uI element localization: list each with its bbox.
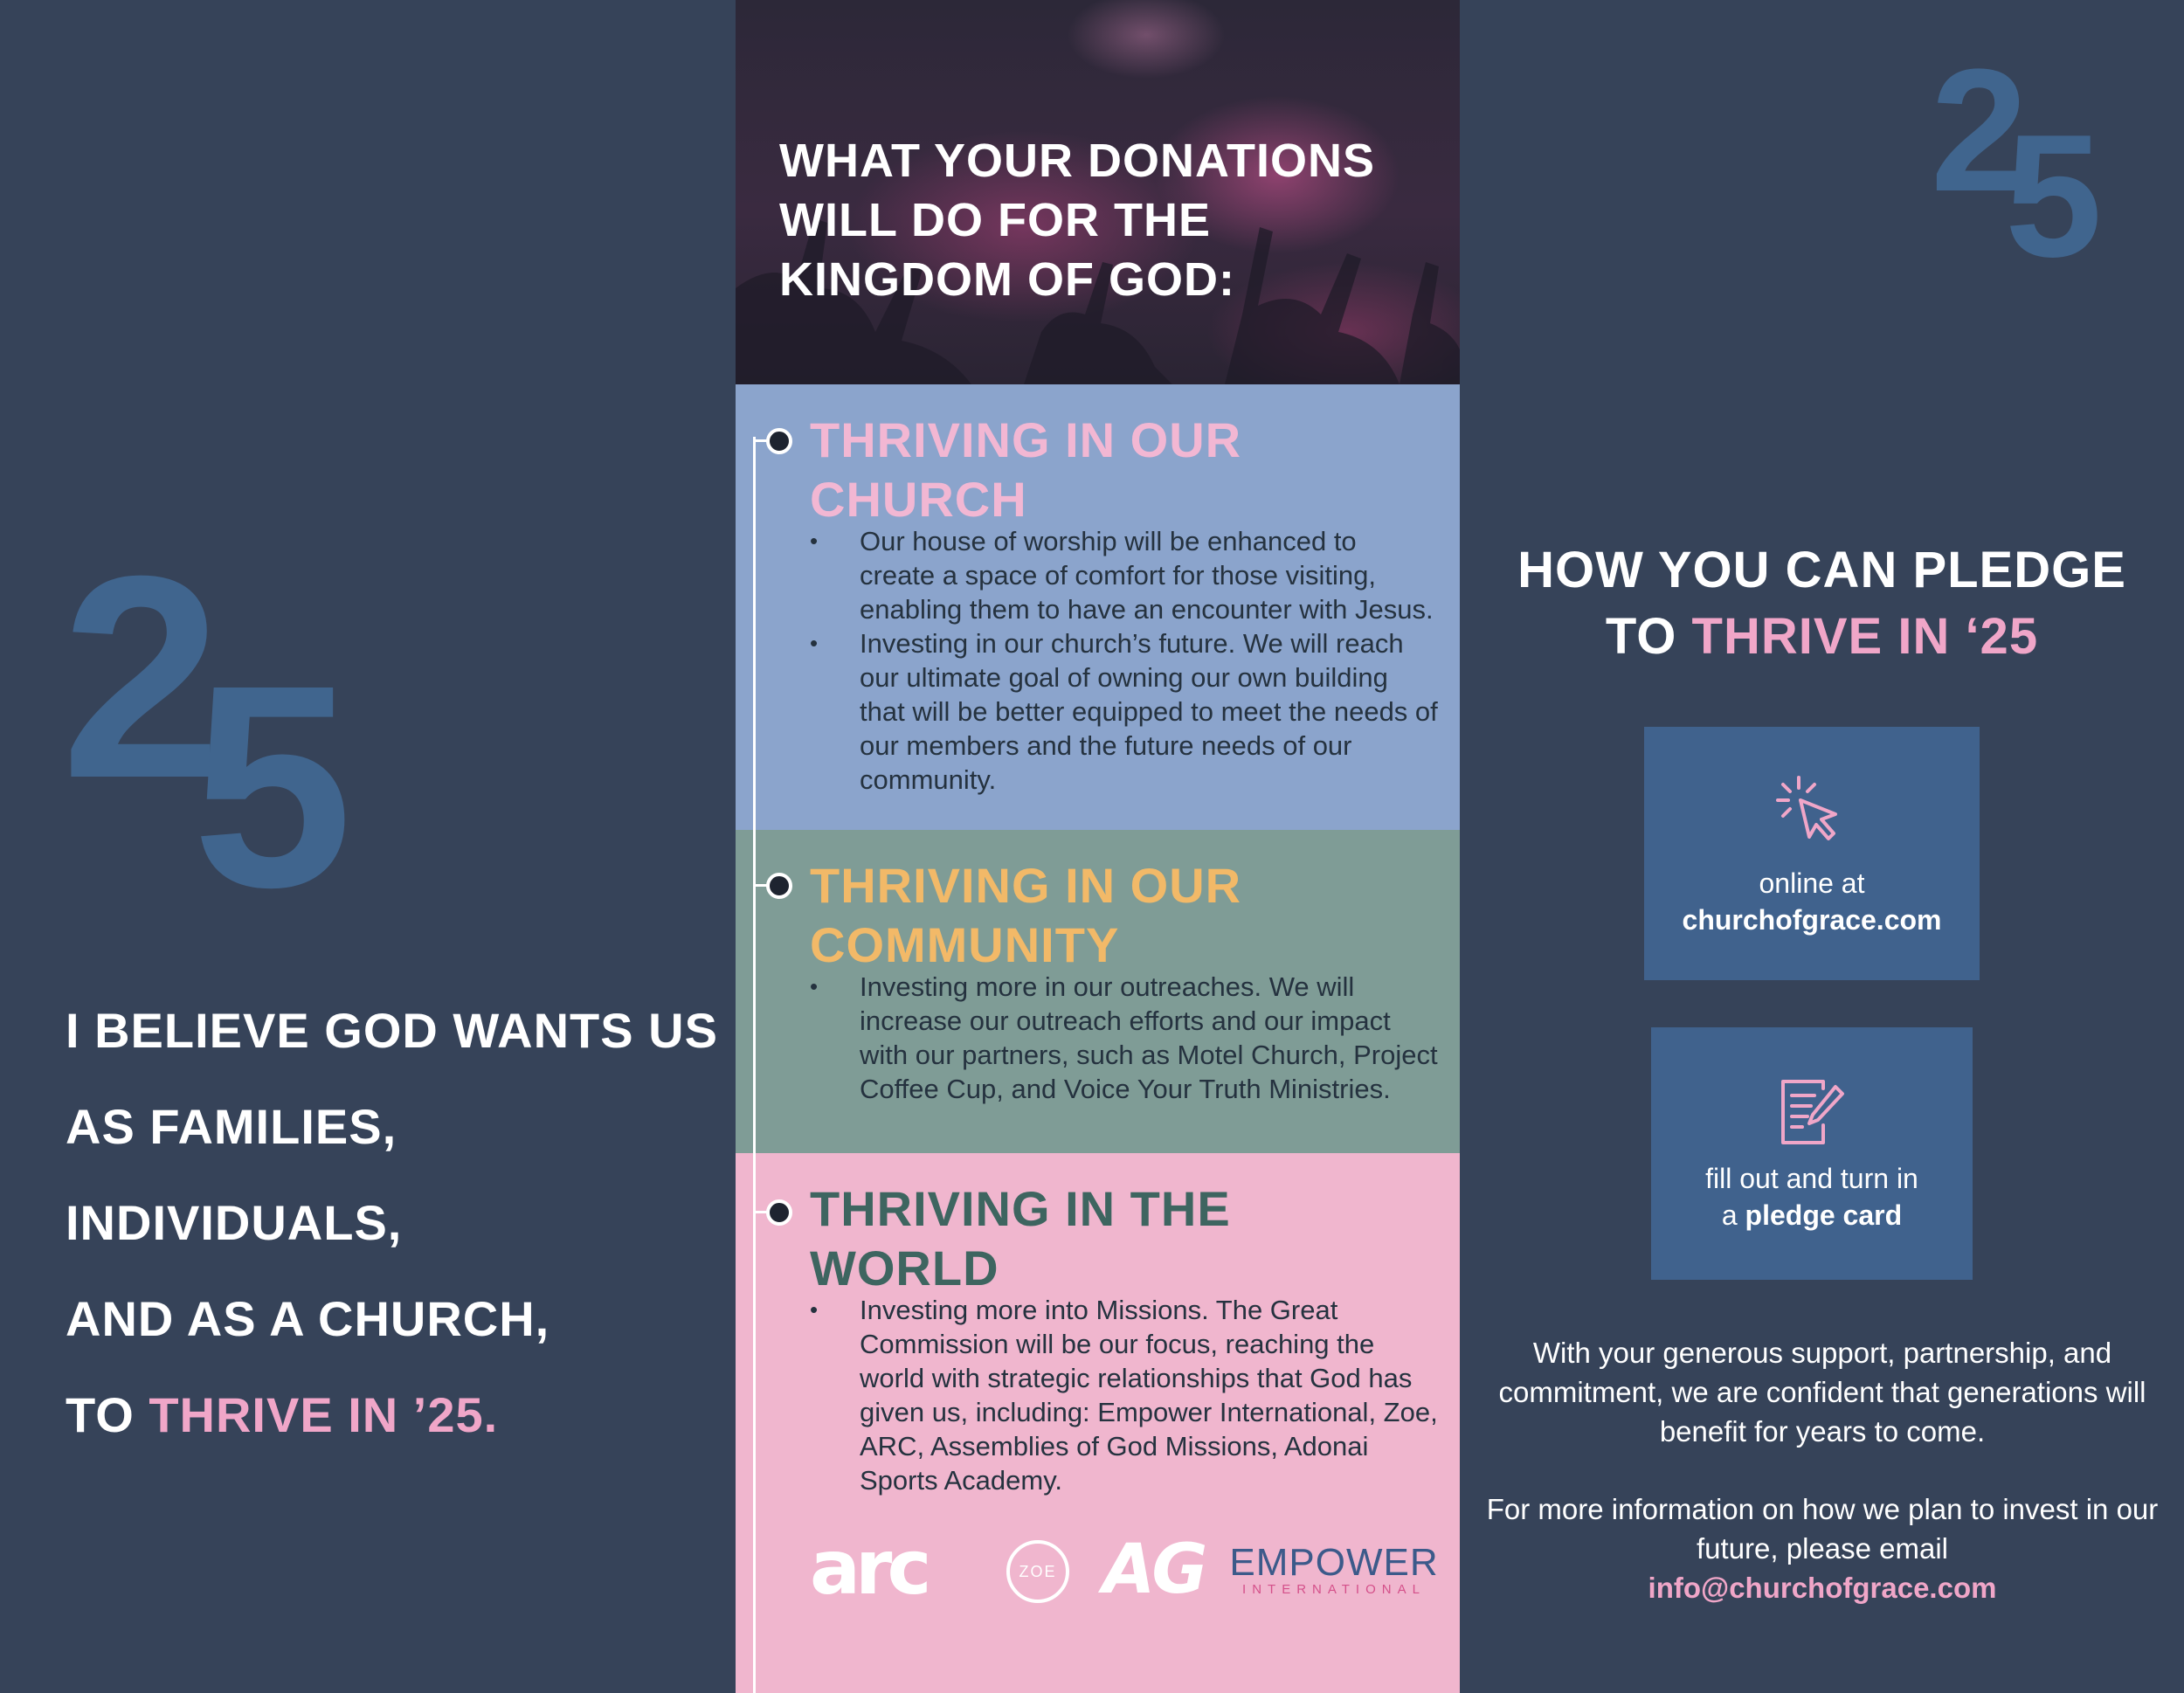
section-world: [736, 1153, 1460, 1693]
support-text: With your generous support, partnership, and commitment, we are confident that generations will benefit for years to come.: [1498, 1337, 2146, 1448]
logo-digit-5: 5: [2005, 99, 2103, 294]
pledge-card-bold: pledge card: [1745, 1199, 1903, 1231]
hero-title: WHAT YOUR DONATIONS WILL DO FOR THE KINGDOM OF GOD:: [779, 135, 1375, 306]
empower-logo-main: EMPOWER: [1229, 1541, 1439, 1584]
pledge-title: [1460, 537, 2184, 670]
timeline-node-church: [766, 428, 792, 454]
section-community: [736, 830, 1460, 1153]
timeline-node-world: [766, 1199, 792, 1226]
worship-hero-image: [736, 0, 1460, 384]
online-card-text: [1644, 865, 1980, 938]
section-community-bullets: [810, 970, 1439, 1106]
belief-statement: [66, 996, 718, 1476]
section-church-bullets: [810, 524, 1439, 797]
list-item: • Investing more into Missions. The Great Commission will be our focus, reaching the world with strategic relationships that God has given us, including: Empower International, Zoe, ARC, Assemblies of God Missions, Adonai Sports Academy.: [810, 1293, 1439, 1497]
timeline-line: [753, 437, 756, 1693]
section-world-bullets: [810, 1293, 1439, 1497]
list-item: • Investing in our church’s future. We will reach our ultimate goal of owning our own building that will be better equipped to meet the needs of our members and the future needs of our community.: [810, 626, 1439, 797]
pledge-card-line-1: fill out and turn in: [1705, 1163, 1918, 1194]
partner-logos: [810, 1524, 1439, 1612]
assemblies-of-god-logo: AG: [1102, 1531, 1205, 1609]
pledge-title-highlight: THRIVE IN ‘25: [1691, 608, 2039, 665]
empower-international-logo: [1229, 1541, 1439, 1598]
online-card-url[interactable]: churchofgrace.com: [1682, 904, 1942, 936]
section-community-title: THRIVING IN OUR COMMUNITY: [810, 858, 1242, 972]
info-text: [1486, 1489, 2159, 1607]
middle-panel: [736, 0, 1460, 1693]
empower-logo-sub: INTERNATIONAL: [1242, 1582, 1426, 1597]
statement-line-4: AND AS A CHURCH,: [66, 1291, 550, 1346]
list-item: • Investing more in our outreaches. We will increase our outreach efforts and our impact with our partners, such as Motel Church, Project Coffee Cup, and Voice Your Truth Ministries.: [810, 970, 1439, 1106]
pledge-card-text: [1651, 1160, 1973, 1233]
statement-line-3: INDIVIDUALS,: [66, 1195, 403, 1250]
section-world-title: THRIVING IN THE WORLD: [810, 1181, 1231, 1296]
statement-line-2: AS FAMILIES,: [66, 1099, 397, 1154]
pledge-card-line-2-prefix: a: [1721, 1199, 1745, 1231]
pledge-title-line-2: [1460, 604, 2184, 670]
pledge-title-prefix: TO: [1605, 608, 1692, 665]
pledge-title-line-1: HOW YOU CAN PLEDGE: [1517, 542, 2126, 598]
online-card-line-1: online at: [1759, 867, 1865, 899]
logo-digit-2: 2: [61, 515, 222, 838]
cursor-click-icon: [1773, 770, 1851, 853]
25-logo: [1931, 33, 2123, 294]
pledge-card-line-2: [1651, 1197, 1973, 1233]
section-church: [736, 384, 1460, 830]
section-church-title: THRIVING IN OUR CHURCH: [810, 412, 1242, 527]
statement-line-5-prefix: TO: [66, 1387, 149, 1442]
statement-line-1: I BELIEVE GOD WANTS US: [66, 1003, 718, 1058]
25-logo: [61, 515, 393, 947]
logo-digit-5: 5: [192, 625, 353, 947]
thrive-highlight: THRIVE IN ’25.: [149, 1387, 499, 1442]
statement-line-5: [66, 1380, 712, 1476]
arc-logo: arc: [810, 1524, 927, 1612]
info-email-link[interactable]: info@churchofgrace.com: [1648, 1572, 1997, 1604]
zoe-logo: ZOE: [1006, 1540, 1069, 1603]
logo-digit-2: 2: [1931, 33, 2028, 228]
info-text-body: For more information on how we plan to invest in our future, please email: [1486, 1493, 2159, 1565]
pledge-card-option[interactable]: [1651, 1027, 1973, 1280]
pledge-form-icon: [1773, 1071, 1851, 1154]
pledge-online-card[interactable]: [1644, 727, 1980, 980]
timeline-node-community: [766, 873, 792, 899]
list-item: • Our house of worship will be enhanced to create a space of comfort for those visiting, enabling them to have an encounter with Jesus.: [810, 524, 1439, 626]
